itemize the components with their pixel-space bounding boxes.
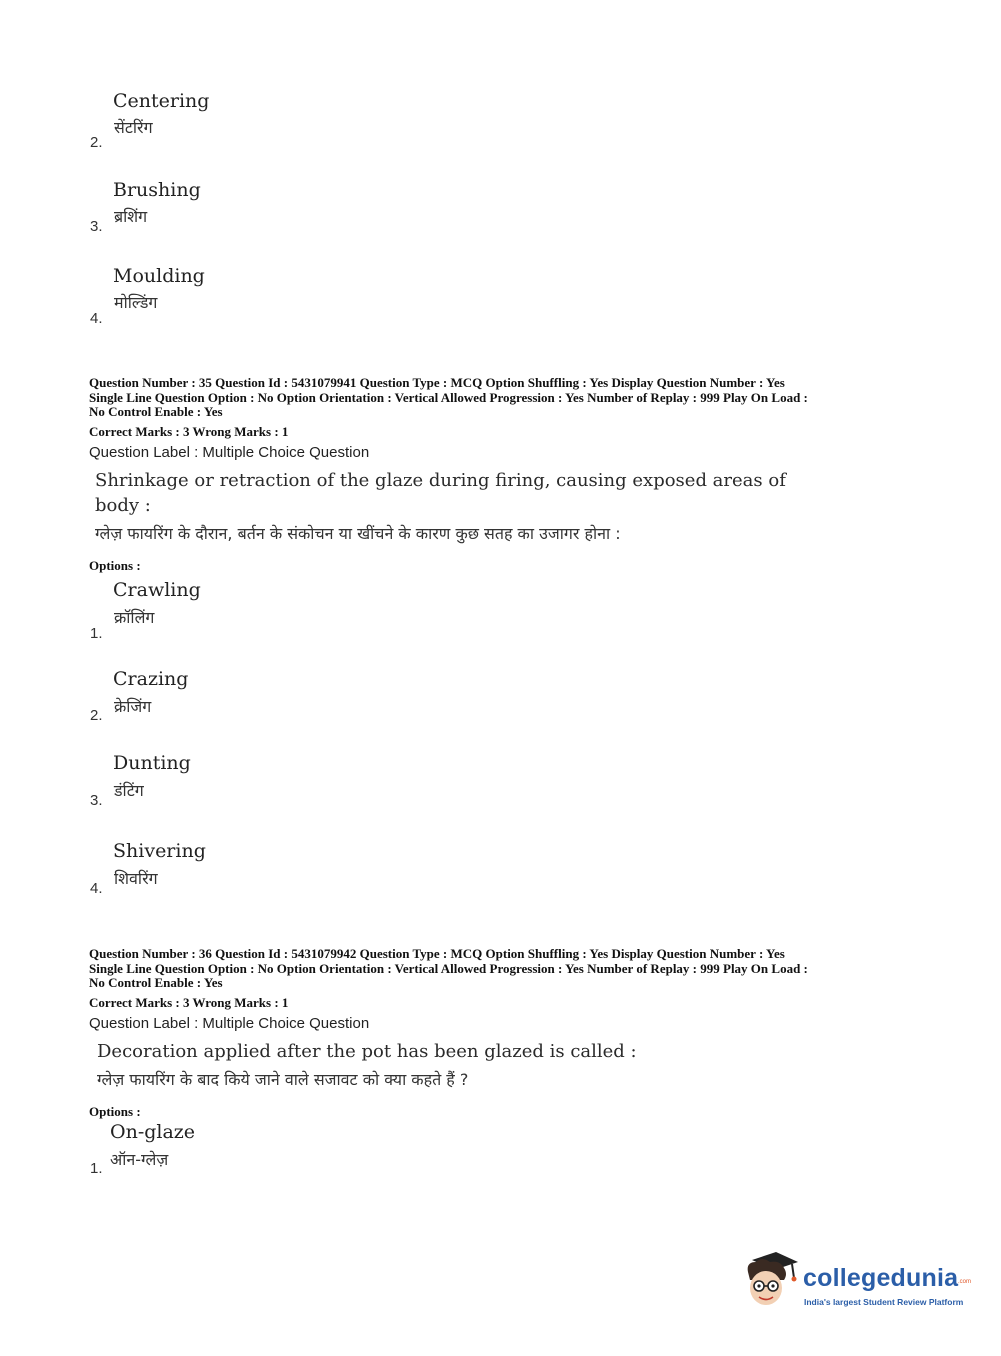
logo-com: .com [958,1279,972,1285]
option-text-hi: सेंटरिंग [114,118,153,137]
question-label: Question Label : Multiple Choice Question [89,1015,370,1032]
option-text-en: Crawling [113,579,201,601]
option-text-en: Crazing [113,668,189,690]
options-label: Options : [89,558,141,573]
option-text-hi: ब्रशिंग [114,207,148,226]
meta-line: Question Number : 36 Question Id : 5431079942 Question Type : MCQ Option Shuffling : Yes Display Question Number : Yes [89,946,785,961]
option-number: 4. [90,310,103,327]
option-text-en: On-glaze [110,1121,196,1143]
question-text-en: Shrinkage or retraction of the glaze during firing, causing exposed areas of [95,470,786,491]
option-text-hi: मोल्डिंग [114,293,158,312]
question-label: Question Label : Multiple Choice Question [89,444,370,461]
meta-line: Question Number : 35 Question Id : 5431079941 Question Type : MCQ Option Shuffling : Yes Display Question Number : Yes [89,375,785,390]
option-number: 2. [90,134,103,151]
option-text-en: Brushing [113,179,201,201]
option-text-en: Centering [113,90,210,112]
question-text-hi: ग्लेज़ फायरिंग के दौरान, बर्तन के संकोचन या खींचने के कारण कुछ सतह का उजागर होना : [95,524,621,543]
meta-line: Single Line Question Option : No Option Orientation : Vertical Allowed Progression : Yes Number of Replay : 999 Play On Load : [89,389,808,405]
meta-line: Single Line Question Option : No Option Orientation : Vertical Allowed Progression : Yes Number of Replay : 999 Play On Load : [89,960,808,976]
option-number: 3. [90,218,103,235]
question-text-hi: ग्लेज़ फायरिंग के बाद किये जाने वाले सजावट को क्या कहते हैं ? [97,1070,469,1089]
question-meta [89,376,919,420]
option-text-hi: क्रॉलिंग [114,608,155,627]
question-meta [89,947,919,991]
question-text-en: Decoration applied after the pot has been glazed is called : [97,1041,637,1062]
option-text-hi: डंटिंग [114,781,144,800]
mascot-icon [742,1248,800,1310]
option-text-hi: क्रेजिंग [114,697,152,716]
question-marks: Correct Marks : 3 Wrong Marks : 1 [89,995,289,1010]
option-number: 2. [90,707,103,724]
meta-line: No Control Enable : Yes [89,404,223,419]
option-text-en: Shivering [113,840,206,862]
option-number: 4. [90,880,103,897]
option-text-en: Moulding [113,265,205,287]
options-label: Options : [89,1104,141,1119]
option-number: 3. [90,792,103,809]
meta-line: No Control Enable : Yes [89,975,223,990]
option-number: 1. [90,625,103,642]
option-text-en: Dunting [113,752,191,774]
logo-wordmark: collegedunia [803,1264,959,1292]
option-text-hi: शिवरिंग [114,869,158,888]
logo-tagline: India's largest Student Review Platform [804,1297,964,1307]
option-text-hi: ऑन-ग्लेज़ [110,1150,169,1169]
question-text-en-cont: body : [95,495,151,516]
option-number: 1. [90,1160,103,1177]
question-marks: Correct Marks : 3 Wrong Marks : 1 [89,424,289,439]
